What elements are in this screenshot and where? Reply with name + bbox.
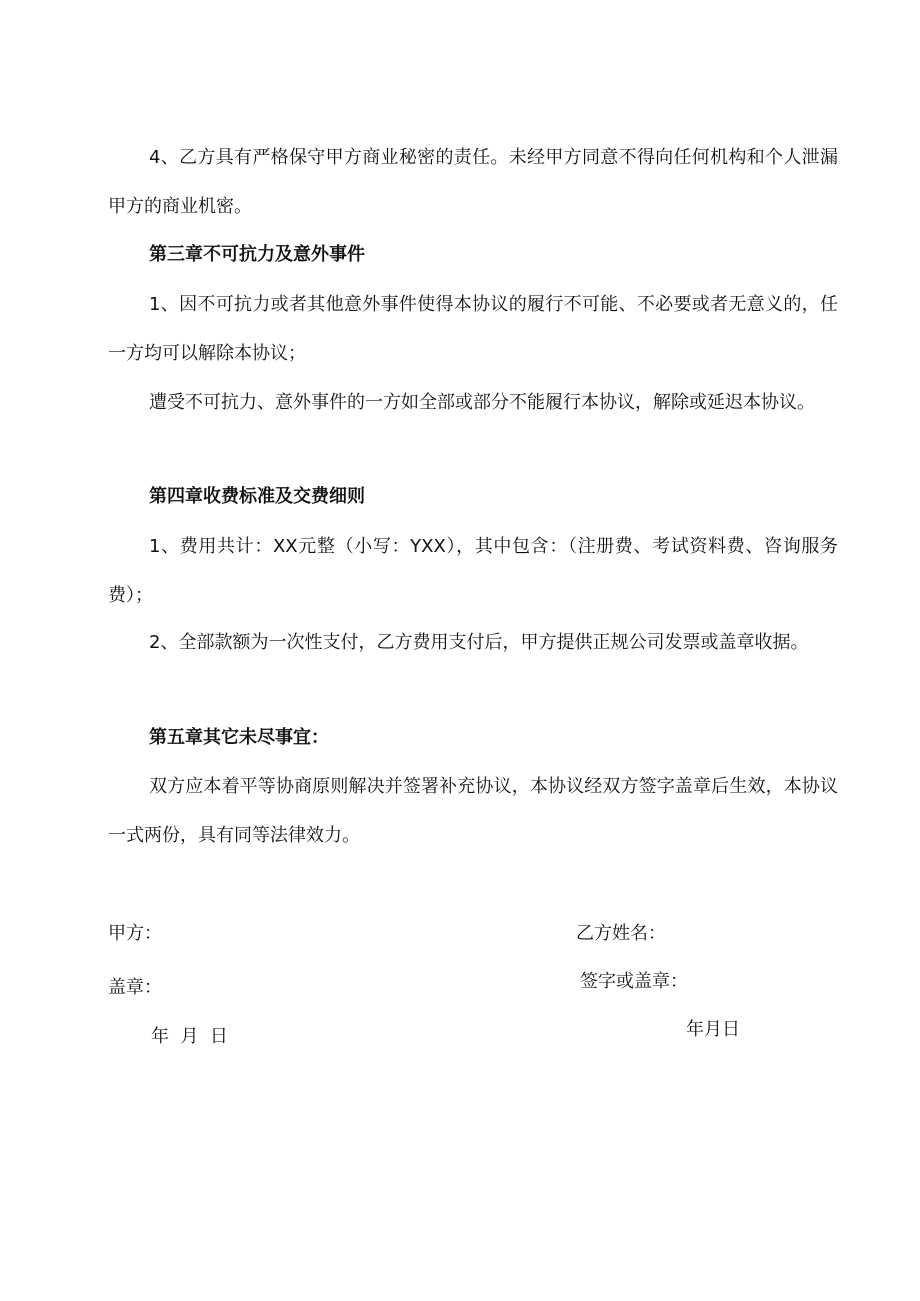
chapter3-title: 第三章不可抗力及意外事件	[149, 244, 365, 265]
chapter5-title: 第五章其它未尽事宜：	[149, 727, 329, 748]
party-b-label: 乙方姓名：	[576, 923, 666, 944]
party-b-sign: 签字或盖章：	[580, 971, 688, 992]
party-a-label: 甲方：	[108, 923, 162, 944]
chapter4-paragraph-1: 1、费用共计：XX元整（小写：YXX），其中包含：（注册费、考试资料费、咨询服务费）；	[108, 536, 838, 606]
clause-confidentiality: 4、乙方具有严格保守甲方商业秘密的责任。未经甲方同意不得向任何机构和个人泄漏甲方的商业机密。	[108, 147, 838, 217]
party-b-date: 年月日	[686, 1019, 740, 1040]
chapter4-title: 第四章收费标准及交费细则	[149, 486, 365, 507]
party-a-date: 年 月 日	[151, 1026, 228, 1047]
chapter4-paragraph-2: 2、全部款额为一次性支付，乙方费用支付后，甲方提供正规公司发票或盖章收据。	[149, 632, 809, 653]
chapter3-paragraph-2: 遭受不可抗力、意外事件的一方如全部或部分不能履行本协议，解除或延迟本协议。	[149, 392, 815, 413]
chapter3-paragraph-1: 1、因不可抗力或者其他意外事件使得本协议的履行不可能、不必要或者无意义的，任一方均可以解除本协议；	[108, 294, 838, 364]
party-a-seal: 盖章：	[108, 977, 162, 998]
chapter5-paragraph-1: 双方应本着平等协商原则解决并签署补充协议，本协议经双方签字盖章后生效，本协议一式两份，具有同等法律效力。	[108, 776, 838, 846]
